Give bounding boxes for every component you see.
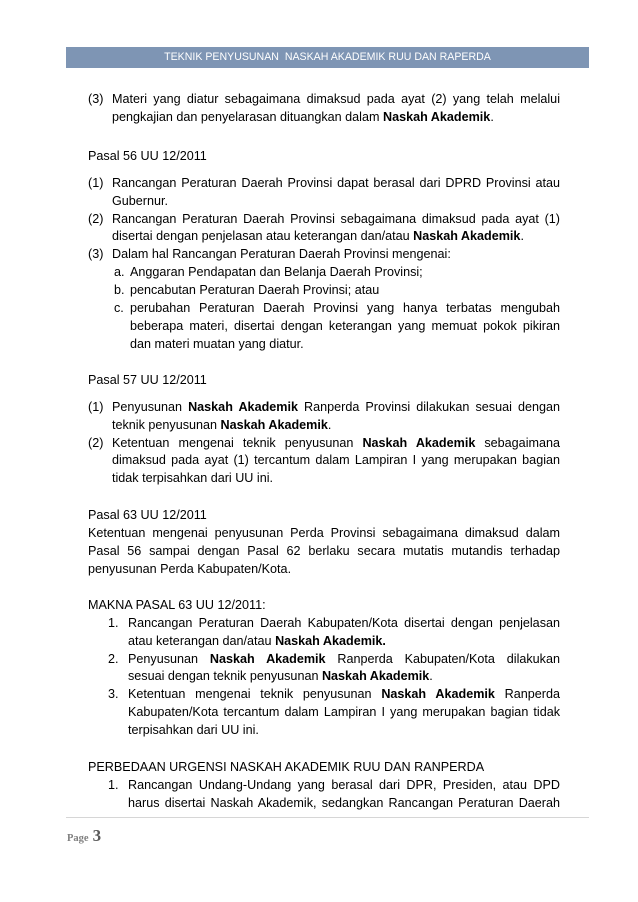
text-line [112,452,560,470]
text-run: perubahan Peraturan Daerah Provinsi yang hanya terbatas mengubah [130,300,560,315]
list-marker: (3) [88,247,104,262]
continued-list-section [88,91,560,127]
text-run: sebagaimana [475,435,560,450]
text-line [88,543,560,561]
sub-list-item [112,282,560,300]
sub-list-item [112,300,560,354]
list-item-text [130,264,560,282]
bold-text-run: Naskah Akademik [413,229,521,244]
text-run: . [327,417,332,432]
page-number: 3 [92,826,102,845]
text-run: Ranperda Provinsi dilakukan sesuai dengan [297,399,560,414]
bold-text-run: Naskah Akademik [188,399,298,414]
text-line [88,525,560,543]
text-run: disertai dengan penjelasan atau keterangan dan/atau [112,229,414,244]
bold-text-run: Naskah Akademik [321,669,430,684]
text-run: . [429,669,433,684]
list-marker: (1) [88,399,104,414]
list-marker: c. [114,300,124,315]
list-item-text [130,300,560,354]
text-line [130,282,560,300]
text-run: Ketentuan mengenai penyusunan Perda Provinsi sebagaimana dimaksud dalam [88,525,560,540]
text-run: penyusunan Perda Kabupaten/Kota. [88,561,292,576]
text-run: Penyusunan [128,651,210,666]
text-run: Penyusunan [112,399,189,414]
text-run: harus disertai Naskah Akademik, sedangkan Rancangan Peraturan Daerah [128,795,560,810]
section-heading: Pasal 63 UU 12/2011 [88,508,207,522]
list-item-text [112,175,560,211]
section-heading: Pasal 56 UU 12/2011 [88,149,207,163]
footer-divider [66,817,589,818]
list-item-text [112,211,560,247]
running-header-title: TEKNIK PENYUSUNAN NASKAH AKADEMIK RUU DAN RAPERDA [164,51,491,63]
sub-list-item [112,264,560,282]
pasal-56-section [88,148,560,353]
list-item [88,175,560,211]
list-marker: 1. [108,615,119,630]
list-item-text [112,435,560,489]
text-line [112,470,560,488]
makna-pasal-63-section [88,597,560,740]
bold-text-run: Naskah Akademik [220,417,328,432]
list-item-text [112,399,560,435]
list-marker: (2) [88,211,104,226]
bold-text-run: Naskah Akademik [209,651,326,666]
text-line [112,246,560,264]
text-run: Ketentuan mengenai teknik penyusunan [112,435,363,450]
text-line [128,615,560,633]
text-line [128,668,560,686]
list-marker: b. [114,283,125,298]
pasal-57-section [88,372,560,488]
text-run: dan materi muatan yang diatur. [130,336,304,351]
text-run: Kabupaten/Kota tercantum dalam Lampiran I yang merupakan bagian tidak [128,705,560,720]
text-run: Rancangan Undang-Undang yang berasal dari DPR, Presiden, atau DPD [128,777,560,792]
text-run: Anggaran Pendapatan dan Belanja Daerah Provinsi; [130,265,423,280]
list-item [88,615,560,651]
running-header-bar [66,47,589,68]
text-line [112,228,560,246]
text-line [88,561,560,579]
text-run: Rancangan Peraturan Daerah Provinsi sebagaimana dimaksud pada ayat (1) [112,211,560,226]
text-run: pengkajian dan penyelarasan dituangkan dalam [112,109,383,124]
text-run: Materi yang diatur sebagaimana dimaksud pada ayat (2) yang telah melalui [112,92,560,106]
text-run: tidak terpisahkan dari UU ini. [112,471,273,486]
text-run: dimaksud pada ayat (1) tercantum dalam Lampiran I yang merupakan bagian [112,453,560,468]
bold-text-run: Naskah Akademik. [275,633,386,648]
text-line [130,336,560,354]
text-line [130,300,560,318]
text-run: pencabutan Peraturan Daerah Provinsi; atau [130,283,380,298]
text-line [128,704,560,722]
list-item [88,246,560,353]
page-label: Page [67,833,89,844]
text-line [128,686,560,704]
text-line [112,193,560,211]
text-run: Pasal 56 sampai dengan Pasal 62 berlaku secara mutatis mutandis terhadap [88,543,560,558]
perbedaan-urgensi-section [88,759,560,813]
text-run: . [490,109,494,124]
list-item-text [128,615,560,651]
text-line [128,795,560,813]
list-item-text [128,777,560,813]
text-line [112,91,560,109]
text-line [112,399,560,417]
list-marker: (2) [88,435,104,450]
text-run: beberapa materi, disertai dengan keterangan yang memuat pokok pikiran [130,318,560,333]
list-item [88,651,560,687]
text-line [112,211,560,229]
text-run: terpisahkan dari UU ini. [128,723,259,738]
text-line [112,435,560,453]
text-line [112,417,560,435]
text-run: Ranperda Kabupaten/Kota dilakukan [325,651,560,666]
text-run: teknik penyusunan [112,417,221,432]
section-heading: Pasal 57 UU 12/2011 [88,373,207,387]
text-line [128,777,560,795]
body-paragraph [88,525,560,579]
pasal-63-section [88,507,560,578]
text-line [128,633,560,651]
text-run: Rancangan Peraturan Daerah Provinsi dapat berasal dari DPRD Provinsi atau [112,175,560,190]
list-marker: 2. [108,651,119,666]
text-run: Ketentuan mengenai teknik penyusunan [128,687,382,702]
section-heading: MAKNA PASAL 63 UU 12/2011: [88,598,266,612]
text-run: Rancangan Peraturan Daerah Kabupaten/Kota disertai dengan penjelasan [128,615,560,630]
list-item-text [112,246,560,353]
list-item-text [130,282,560,300]
text-run: . [520,229,524,244]
text-line [128,722,560,740]
text-run: Gubernur. [112,193,169,208]
list-item-text [112,91,560,127]
page-number-footer [67,826,101,849]
list-marker: (3) [88,92,104,106]
text-line [128,651,560,669]
list-item-text [128,651,560,687]
text-line [130,264,560,282]
list-marker: 3. [108,687,119,702]
list-item [88,777,560,813]
list-item [88,686,560,740]
text-run: Ranperda [494,687,560,702]
text-line [112,109,560,127]
text-run: Dalam hal Rancangan Peraturan Daerah Provinsi mengenai: [112,247,451,262]
list-item [88,91,560,127]
list-marker: 1. [108,777,119,792]
list-marker: (1) [88,175,104,190]
list-item [88,399,560,435]
section-heading: PERBEDAAN URGENSI NASKAH AKADEMIK RUU DAN RANPERDA [88,760,485,774]
bold-text-run: Naskah Akademik [382,109,491,124]
list-item [88,211,560,247]
list-marker: a. [114,265,125,280]
bold-text-run: Naskah Akademik [381,687,495,702]
text-run: sesuai dengan teknik penyusunan [128,669,322,684]
text-line [112,175,560,193]
bold-text-run: Naskah Akademik [362,435,476,450]
list-item-text [128,686,560,740]
text-line [130,318,560,336]
list-item [88,435,560,489]
text-run: atau keterangan dan/atau [128,633,276,648]
